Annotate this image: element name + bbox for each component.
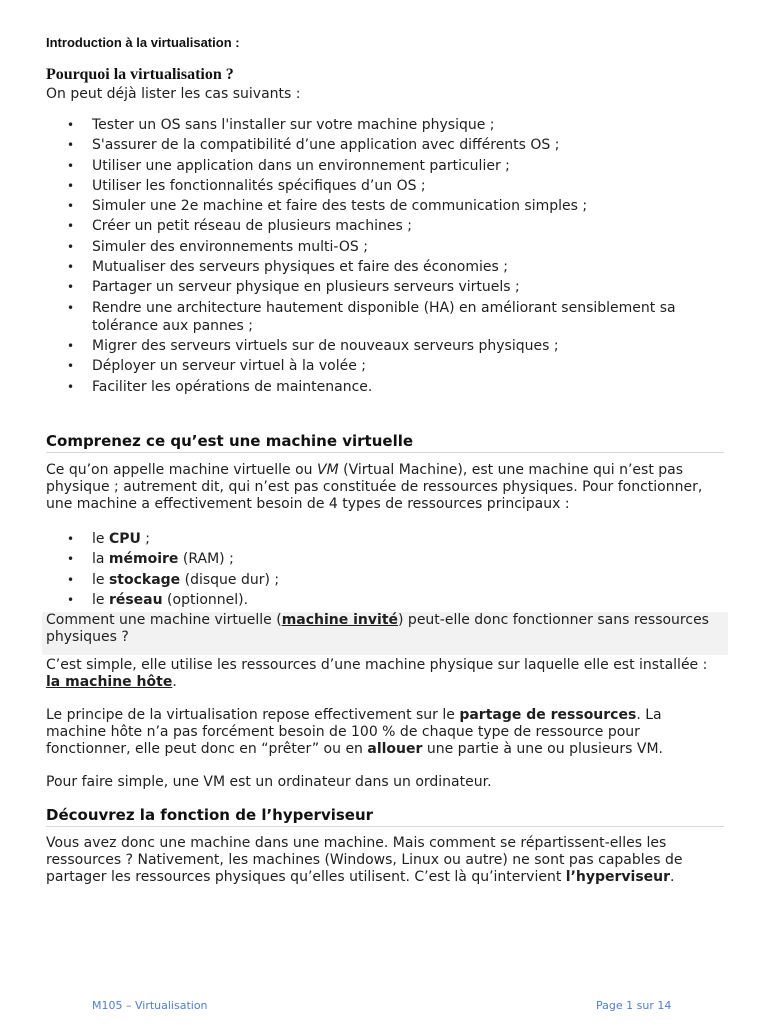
resource-item: • le CPU ; <box>46 530 726 548</box>
list-item: • Déployer un serveur virtuel à la volée ; <box>46 357 726 375</box>
resource-item: • le stockage (disque dur) ; <box>46 571 726 589</box>
footer-page-number: Page 1 sur 14 <box>596 999 672 1012</box>
summary-paragraph: Pour faire simple, une VM est un ordinateur dans un ordinateur. <box>46 774 492 790</box>
why-lead: On peut déjà lister les cas suivants : <box>46 86 301 102</box>
hypervisor-section-title: Découvrez la fonction de l’hyperviseur <box>46 806 724 827</box>
host-machine-link[interactable]: la machine hôte <box>46 674 173 690</box>
list-item: • Migrer des serveurs virtuels sur de nouveaux serveurs physiques ; <box>46 337 726 355</box>
vm-intro-paragraph: Ce qu’on appelle machine virtuelle ou VM (Virtual Machine), est une machine qui n’est pas physique ; autrement dit, qui n’est pas constituée de ressources physiques. Pour fonctionner, une machine a effectivement besoin de 4 types de ressources principaux : <box>46 462 703 512</box>
list-item: • Mutualiser des serveurs physiques et faire des économies ; <box>46 258 726 276</box>
footer-left: M105 – Virtualisation <box>92 999 208 1012</box>
guest-machine-link[interactable]: machine invité <box>281 612 399 628</box>
list-item: • Simuler des environnements multi-OS ; <box>46 238 726 256</box>
vm-section-title: Comprenez ce qu’est une machine virtuelle <box>46 432 724 453</box>
host-paragraph: C’est simple, elle utilise les ressources d’une machine physique sur laquelle elle est installée : la machine hôte. <box>46 657 708 690</box>
list-item: • Partager un serveur physique en plusieurs serveurs virtuels ; <box>46 278 726 296</box>
sharing-paragraph: Le principe de la virtualisation repose effectivement sur le partage de ressources. La machine hôte n’a pas forcément besoin de 100 % de chaque type de ressource pour fonctionner, elle peut donc en “prêter” ou en allouer une partie à une ou plusieurs VM. <box>46 707 663 757</box>
list-item: • Utiliser les fonctionnalités spécifiques d’un OS ; <box>46 177 726 195</box>
list-item: • S'assurer de la compatibilité d’une application avec différents OS ; <box>46 136 726 154</box>
list-item: • Tester un OS sans l'installer sur votre machine physique ; <box>46 116 726 134</box>
list-item: • Simuler une 2e machine et faire des tests de communication simples ; <box>46 197 726 215</box>
resource-item: • le réseau (optionnel). <box>46 591 726 609</box>
question-paragraph: Comment une machine virtuelle (machine invité) peut-elle donc fonctionner sans ressources physiques ? <box>42 612 728 655</box>
intro-title: Introduction à la virtualisation : <box>46 35 240 50</box>
list-item: • Faciliter les opérations de maintenance. <box>46 378 726 396</box>
resource-item: • la mémoire (RAM) ; <box>46 550 726 568</box>
list-item: • Utiliser une application dans un environnement particulier ; <box>46 157 726 175</box>
list-item: • Créer un petit réseau de plusieurs machines ; <box>46 217 726 235</box>
why-title: Pourquoi la virtualisation ? <box>46 66 234 83</box>
hypervisor-paragraph: Vous avez donc une machine dans une machine. Mais comment se répartissent-elles les ressources ? Nativement, les machines (Windows, Linux ou autre) ne sont pas capables de partager les ressources physiques qu’elles utilisent. C’est là qu’intervient l’hyperviseur. <box>46 835 683 885</box>
list-item: • Rendre une architecture hautement disponible (HA) en améliorant sensiblement sa tolérance aux pannes ; <box>46 299 726 335</box>
use-case-list <box>46 116 726 398</box>
resource-list <box>46 530 726 611</box>
